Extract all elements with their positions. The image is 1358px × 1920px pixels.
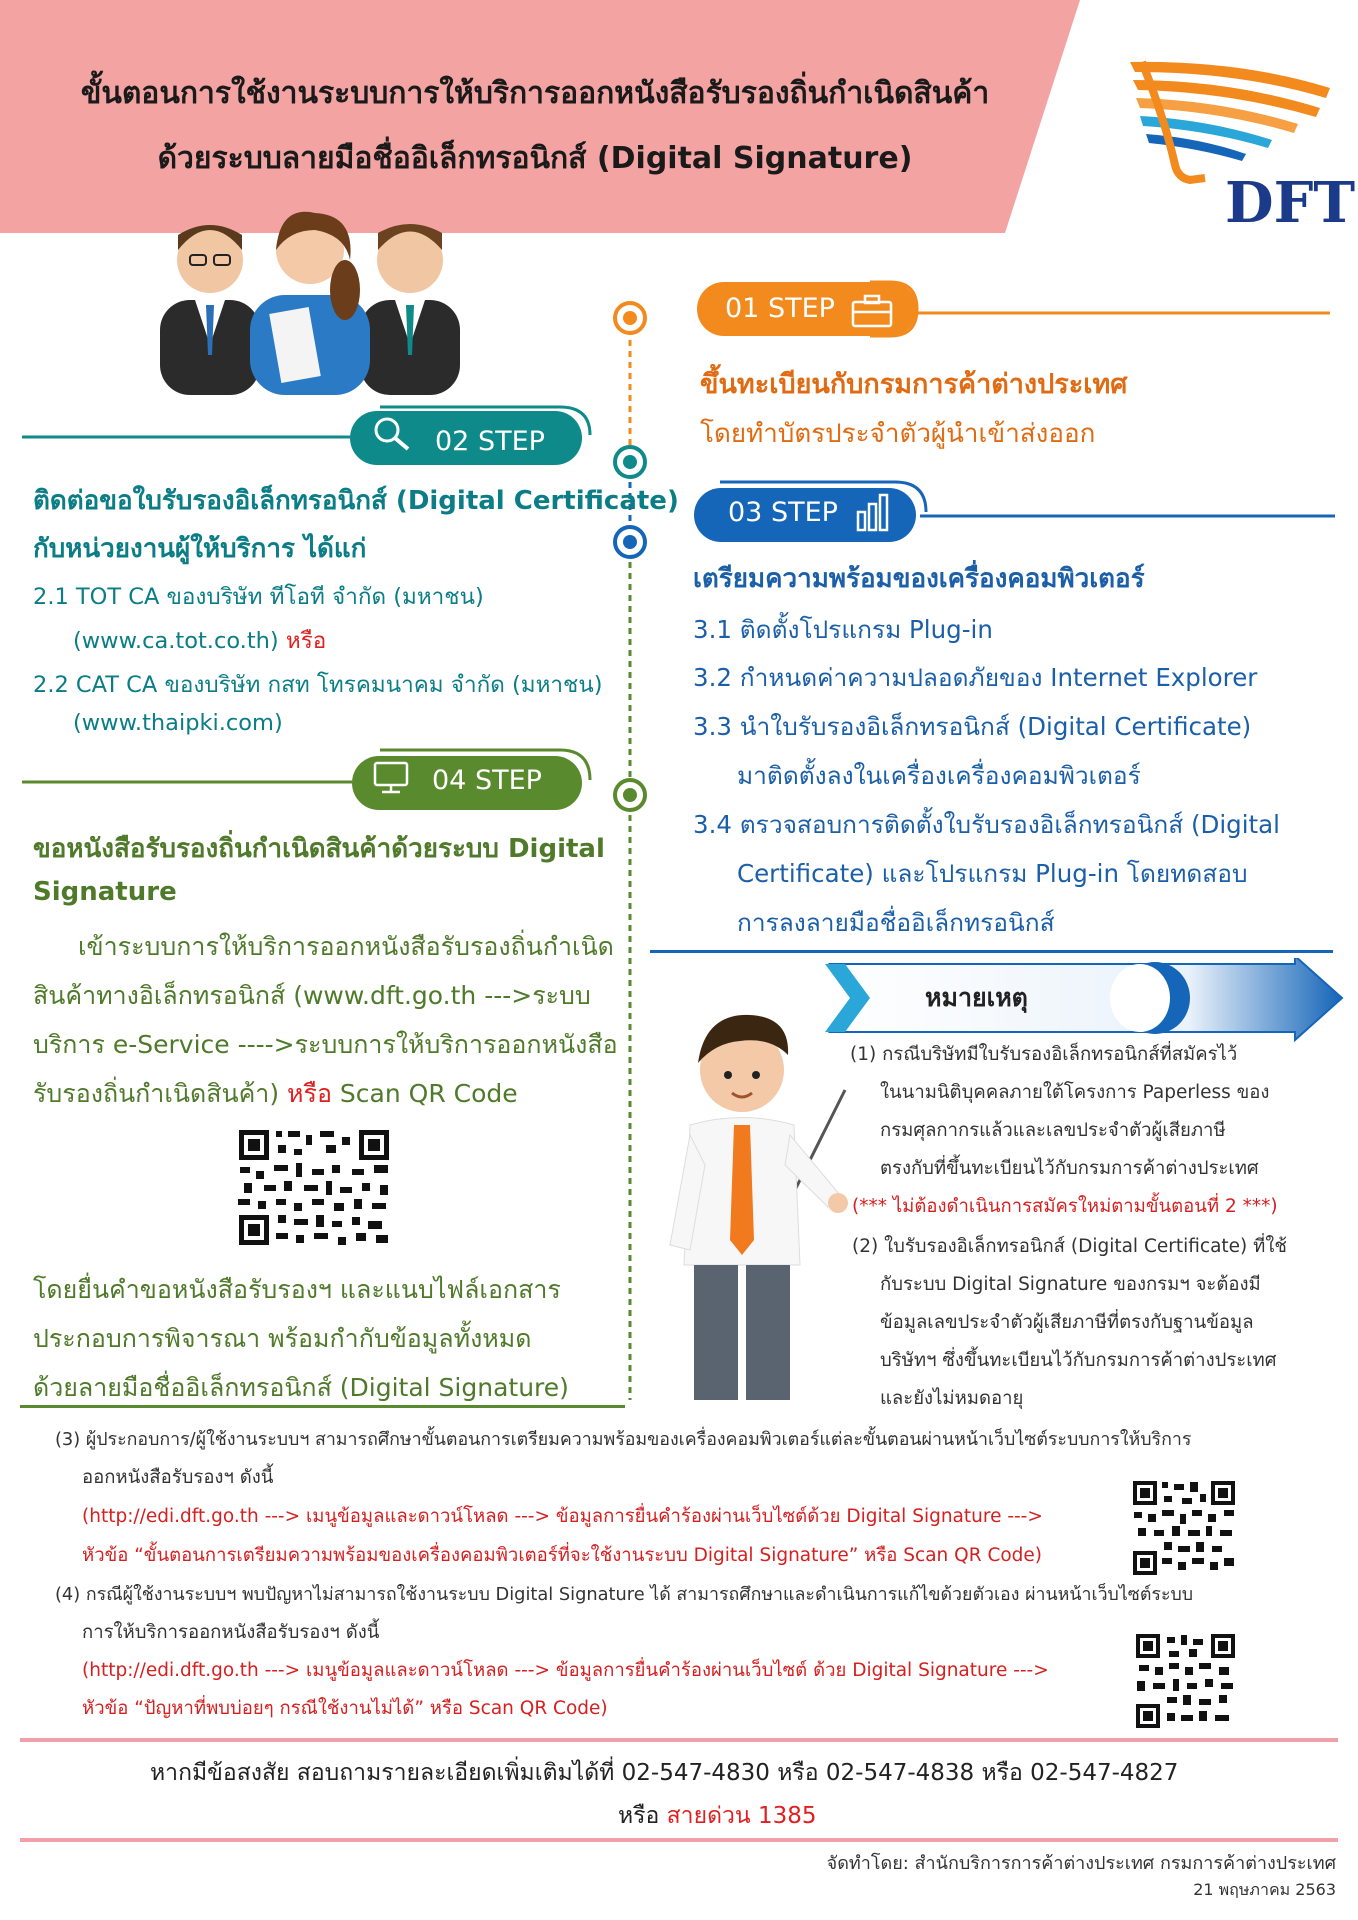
step3-item-4-line-1: 3.4 ตรวจสอบการติดตั้งใบรับรองอิเล็กทรอนิกส์ (Digital: [693, 810, 1280, 839]
step4-para-3: บริการ e-Service ---->ระบบการให้บริการออกหนังสือ: [33, 1030, 618, 1059]
note3-red-2: หัวข้อ “ขั้นตอนการเตรียมความพร้อมของเครื่องคอมพิวเตอร์ที่จะใช้งานระบบ Digital Signature” หรือ Scan QR Code): [82, 1545, 1043, 1566]
note2-line-5: และยังไม่หมดอายุ: [880, 1388, 1024, 1409]
note1-line-2: ในนามนิติบุคคลภายใต้โครงการ Paperless ของ: [880, 1082, 1270, 1103]
note3-line-1: (3) ผู้ประกอบการ/ผู้ใช้งานระบบฯ สามารถศึกษาขั้นตอนการเตรียมความพร้อมของเครื่องคอมพิวเตอร์แต่ละขั้นตอนผ่านหน้าเว็บไซต์ระบบการให้บริการ: [55, 1429, 1192, 1450]
step2-item-2: 2.2 CAT CA ของบริษัท กสท โทรคมนาคม จำกัด (มหาชน): [33, 672, 603, 698]
note1-line-1: (1) กรณีบริษัทมีใบรับรองอิเล็กทรอนิกส์ที่สมัครไว้: [850, 1044, 1238, 1065]
step4-para-1: เข้าระบบการให้บริการออกหนังสือรับรองถิ่นกำเนิด: [78, 932, 614, 961]
step3-item-1: 3.1 ติดตั้งโปรแกรม Plug-in: [693, 615, 993, 644]
note3-line-2: ออกหนังสือรับรองฯ ดังนี้: [82, 1467, 274, 1488]
footer-credit: จัดทำโดย: สำนักบริการการค้าต่างประเทศ กรมการค้าต่างประเทศ: [826, 1853, 1336, 1874]
step3-divider: [650, 950, 1333, 953]
note2-line-2: กับระบบ Digital Signature ของกรมฯ จะต้องมี: [880, 1274, 1261, 1295]
step2-heading-2: กับหน่วยงานผู้ให้บริการ ได้แก่: [33, 534, 367, 564]
footer-contact: หากมีข้อสงสัย สอบถามรายละเอียดเพิ่มเติมได้ที่ 02-547-4830 หรือ 02-547-4838 หรือ 02-547-4827: [150, 1760, 1179, 1786]
note2-line-4: บริษัทฯ ซึ่งขึ้นทะเบียนไว้กับกรมการค้าต่างประเทศ: [880, 1350, 1277, 1371]
qr-code-preparation[interactable]: [1130, 1478, 1238, 1578]
step4-para2-1: โดยยื่นคำขอหนังสือรับรองฯ และแนบไฟล์เอกสาร: [33, 1275, 561, 1304]
footer-hotline: สายด่วน 1385: [666, 1803, 817, 1829]
note1-red: (*** ไม่ต้องดำเนินการสมัครใหม่ตามขั้นตอนที่ 2 ***): [852, 1196, 1278, 1217]
dft-logo-text: DFT: [1225, 170, 1355, 236]
step2-heading-1: ติดต่อขอใบรับรองอิเล็กทรอนิกส์ (Digital Certificate): [33, 486, 679, 516]
step3-item-3-line-1: 3.3 นำใบรับรองอิเล็กทรอนิกส์ (Digital Certificate): [693, 712, 1252, 741]
footer-hotline-row: [618, 1798, 817, 1834]
step3-heading: เตรียมความพร้อมของเครื่องคอมพิวเตอร์: [693, 564, 1145, 594]
briefcase-icon: [850, 294, 894, 328]
step1-label: 01 STEP: [725, 293, 835, 324]
step4-heading-2: Signature: [33, 877, 177, 907]
note4-line-2: การให้บริการออกหนังสือรับรองฯ ดังนี้: [82, 1622, 380, 1643]
title-line-2: ด้วยระบบลายมือชื่ออิเล็กทรอนิกส์ (Digital Signature): [157, 141, 913, 176]
step3-item-3-line-2: มาติดตั้งลงในเครื่องเครื่องคอมพิวเตอร์: [737, 761, 1141, 790]
note-label: หมายเหตุ: [925, 983, 1028, 1012]
presenter-illustration: [650, 985, 870, 1405]
business-people-illustration: [140, 205, 480, 395]
step4-para2-3: ด้วยลายมือชื่ออิเล็กทรอนิกส์ (Digital Signature): [33, 1373, 569, 1402]
note4-red-1: (http://edi.dft.go.th ---> เมนูข้อมูลและดาวน์โหลด ---> ข้อมูลการยื่นคำร้องผ่านเว็บไซต์ ด้วย Digital Signature --->: [82, 1660, 1049, 1681]
step3-item-4-line-3: การลงลายมือชื่ออิเล็กทรอนิกส์: [737, 908, 1055, 937]
footer-hotline-prefix: หรือ: [618, 1803, 660, 1829]
note4-line-1: (4) กรณีผู้ใช้งานระบบฯ พบปัญหาไม่สามารถใช้งานระบบ Digital Signature ได้ สามารถศึกษาและดำเนินการแก้ไขด้วยตัวเอง ผ่านหน้าเว็บไซต์ระบบ: [55, 1584, 1194, 1605]
qr-code-edi[interactable]: [234, 1125, 394, 1250]
step4-para2-2: ประกอบการพิจารณา พร้อมกำกับข้อมูลทั้งหมด: [33, 1324, 532, 1353]
step3-item-4-line-2: Certificate) และโปรแกรม Plug-in โดยทดสอบ: [737, 859, 1248, 888]
footer-top-line: [20, 1738, 1338, 1742]
note2-line-1: (2) ใบรับรองอิเล็กทรอนิกส์ (Digital Certificate) ที่ใช้: [852, 1236, 1287, 1257]
note2-line-3: ข้อมูลเลขประจำตัวผู้เสียภาษีที่ตรงกับฐานข้อมูล: [880, 1312, 1254, 1333]
note4-red-2: หัวข้อ “ปัญหาที่พบบ่อยๆ กรณีใช้งานไม่ได้” หรือ Scan QR Code): [82, 1698, 608, 1719]
footer-date: 21 พฤษภาคม 2563: [1193, 1880, 1336, 1899]
step4-heading-1: ขอหนังสือรับรองถิ่นกำเนิดสินค้าด้วยระบบ Digital: [33, 834, 605, 864]
dft-logo-mark: [1130, 62, 1330, 180]
step2-item-1-url-row: [73, 622, 326, 658]
step4-para-4: รับรองถิ่นกำเนิดสินค้า): [33, 1079, 280, 1108]
footer-bottom-line: [20, 1838, 1338, 1842]
bar-chart-icon: [855, 492, 891, 532]
step2-item-1-url: (www.ca.tot.co.th): [73, 628, 279, 654]
search-icon: [372, 416, 412, 452]
step1-heading: ขึ้นทะเบียนกับกรมการค้าต่างประเทศ: [700, 369, 1128, 400]
step4-para-qr: Scan QR Code: [339, 1079, 518, 1108]
step2-item-1-or: หรือ: [285, 628, 327, 654]
step4-para-4-row: [33, 1074, 518, 1114]
step4-label: 04 STEP: [432, 765, 542, 796]
header-band: [0, 0, 1358, 240]
qr-code-troubleshoot[interactable]: [1133, 1631, 1238, 1731]
step4-divider: [20, 1405, 625, 1408]
step4-para-2: สินค้าทางอิเล็กทรอนิกส์ (www.dft.go.th --->ระบบ: [33, 981, 591, 1010]
step2-label: 02 STEP: [435, 426, 545, 457]
step4-para-or: หรือ: [287, 1079, 332, 1108]
step1-sub: โดยทำบัตรประจำตัวผู้นำเข้าส่งออก: [700, 419, 1096, 449]
step2-item-2-url: (www.thaipki.com): [73, 710, 283, 736]
step3-label: 03 STEP: [728, 497, 838, 528]
note1-line-3: กรมศุลกากรแล้วและเลขประจำตัวผู้เสียภาษี: [880, 1120, 1226, 1141]
step3-item-2: 3.2 กำหนดค่าความปลอดภัยของ Internet Explorer: [693, 663, 1258, 692]
step2-item-1: 2.1 TOT CA ของบริษัท ทีโอที จำกัด (มหาชน): [33, 584, 484, 610]
note1-line-4: ตรงกับที่ขึ้นทะเบียนไว้กับกรมการค้าต่างประเทศ: [880, 1158, 1259, 1179]
monitor-icon: [372, 760, 412, 796]
note3-red-1: (http://edi.dft.go.th ---> เมนูข้อมูลและดาวน์โหลด ---> ข้อมูลการยื่นคำร้องผ่านเว็บไซต์ด้วย Digital Signature --->: [82, 1506, 1043, 1527]
title-line-1: ขั้นตอนการใช้งานระบบการให้บริการออกหนังสือรับรองถิ่นกำเนิดสินค้า: [80, 76, 990, 111]
